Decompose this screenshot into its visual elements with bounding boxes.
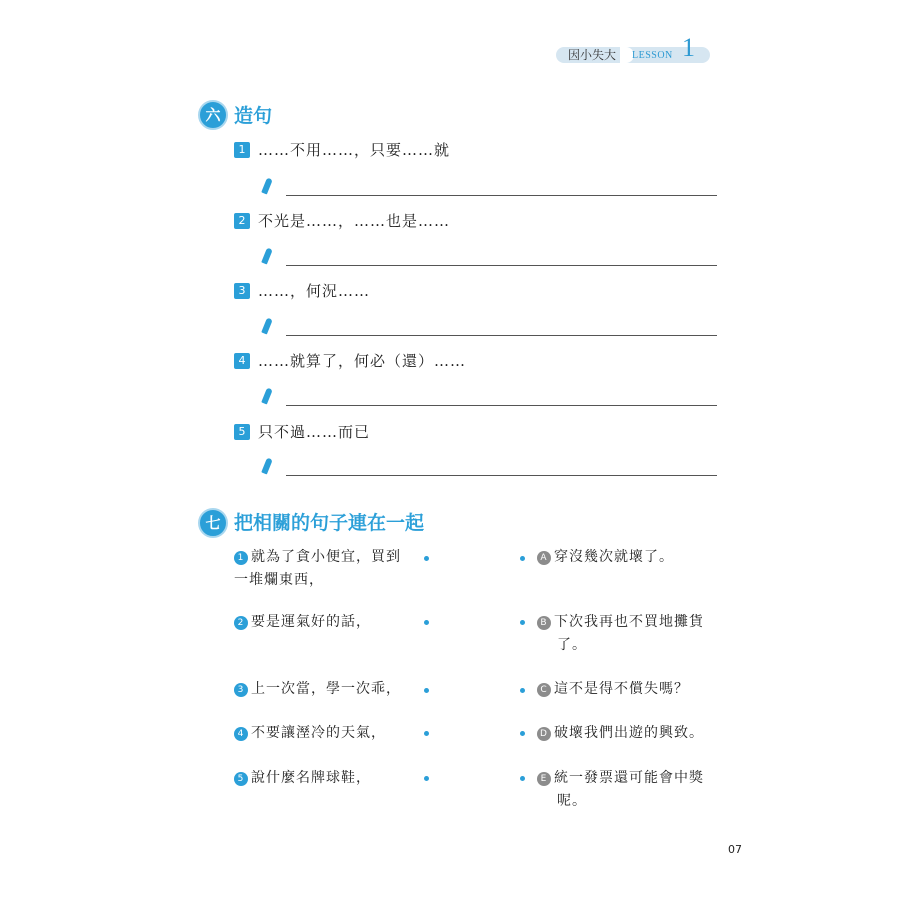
match-right-item-d [537, 722, 727, 745]
match-dot-right-b[interactable] [520, 620, 525, 625]
pen-icon [261, 317, 273, 334]
item-letter-badge: C [537, 683, 551, 697]
match-text-cont: 一堆爛東西， [234, 572, 324, 588]
match-left-item-5 [234, 767, 422, 790]
sentence-pattern: ……，何況…… [258, 282, 371, 300]
match-dot-left-1[interactable] [424, 556, 429, 561]
match-text-cont: 呢。 [557, 793, 587, 809]
match-right-item-b [537, 611, 727, 657]
match-dot-left-2[interactable] [424, 620, 429, 625]
answer-line[interactable] [286, 475, 717, 476]
item-number: 3 [234, 283, 250, 299]
item-letter-badge: E [537, 772, 551, 786]
lesson-title: 因小失大 [568, 48, 617, 62]
item-number-badge: 3 [234, 683, 248, 697]
lesson-number: 1 [682, 33, 695, 62]
match-text: 說什麼名牌球鞋， [251, 770, 371, 786]
sentence-pattern: ……不用……，只要……就 [258, 141, 451, 159]
answer-line[interactable] [286, 265, 717, 266]
pen-icon [261, 387, 273, 404]
pen-icon [261, 177, 273, 194]
match-text: 統一發票還可能會中獎 [554, 770, 704, 786]
match-dot-right-d[interactable] [520, 731, 525, 736]
match-text: 下次我再也不買地攤貨 [554, 614, 704, 630]
item-number-badge: 2 [234, 616, 248, 630]
match-dot-right-c[interactable] [520, 688, 525, 693]
answer-line[interactable] [286, 335, 717, 336]
item-number: 4 [234, 353, 250, 369]
item-letter-badge: B [537, 616, 551, 630]
match-left-item-4 [234, 722, 422, 745]
page-number: 07 [728, 843, 742, 856]
match-dot-right-a[interactable] [520, 556, 525, 561]
item-number-badge: 1 [234, 551, 248, 565]
pen-icon [261, 457, 273, 474]
match-right-item-c [537, 678, 727, 701]
match-dot-left-3[interactable] [424, 688, 429, 693]
match-text: 破壞我們出遊的興致。 [554, 725, 704, 741]
pen-icon [261, 247, 273, 264]
match-right-item-e [537, 767, 727, 813]
match-right-item-a [537, 546, 727, 569]
match-text: 就為了貪小便宜，買到 [251, 549, 401, 565]
section-badge-7: 七 [198, 508, 228, 538]
match-left-item-2 [234, 611, 422, 634]
answer-line[interactable] [286, 195, 717, 196]
match-text: 不要讓溼冷的天氣， [251, 725, 386, 741]
item-letter-badge: A [537, 551, 551, 565]
match-dot-right-e[interactable] [520, 776, 525, 781]
section-badge-6: 六 [198, 100, 228, 130]
section-title-7: 把相關的句子連在一起 [234, 512, 425, 534]
item-number-badge: 5 [234, 772, 248, 786]
sentence-pattern: 只不過……而已 [258, 423, 371, 441]
section-title-6: 造句 [234, 105, 273, 127]
match-text: 穿沒幾次就壞了。 [554, 549, 674, 565]
match-text: 上一次當，學一次乖， [251, 681, 401, 697]
lesson-label: LESSON [632, 50, 673, 61]
match-text: 要是運氣好的話， [251, 614, 371, 630]
match-dot-left-4[interactable] [424, 731, 429, 736]
match-text: 這不是得不償失嗎？ [554, 681, 689, 697]
sentence-pattern: 不光是……，……也是…… [258, 212, 451, 230]
item-number-badge: 4 [234, 727, 248, 741]
match-text-cont: 了。 [557, 637, 587, 653]
item-number: 2 [234, 213, 250, 229]
item-letter-badge: D [537, 727, 551, 741]
match-left-item-3 [234, 678, 422, 701]
match-left-item-1 [234, 546, 422, 592]
match-dot-left-5[interactable] [424, 776, 429, 781]
item-number: 1 [234, 142, 250, 158]
item-number: 5 [234, 424, 250, 440]
sentence-pattern: ……就算了，何必（還）…… [258, 352, 467, 370]
answer-line[interactable] [286, 405, 717, 406]
